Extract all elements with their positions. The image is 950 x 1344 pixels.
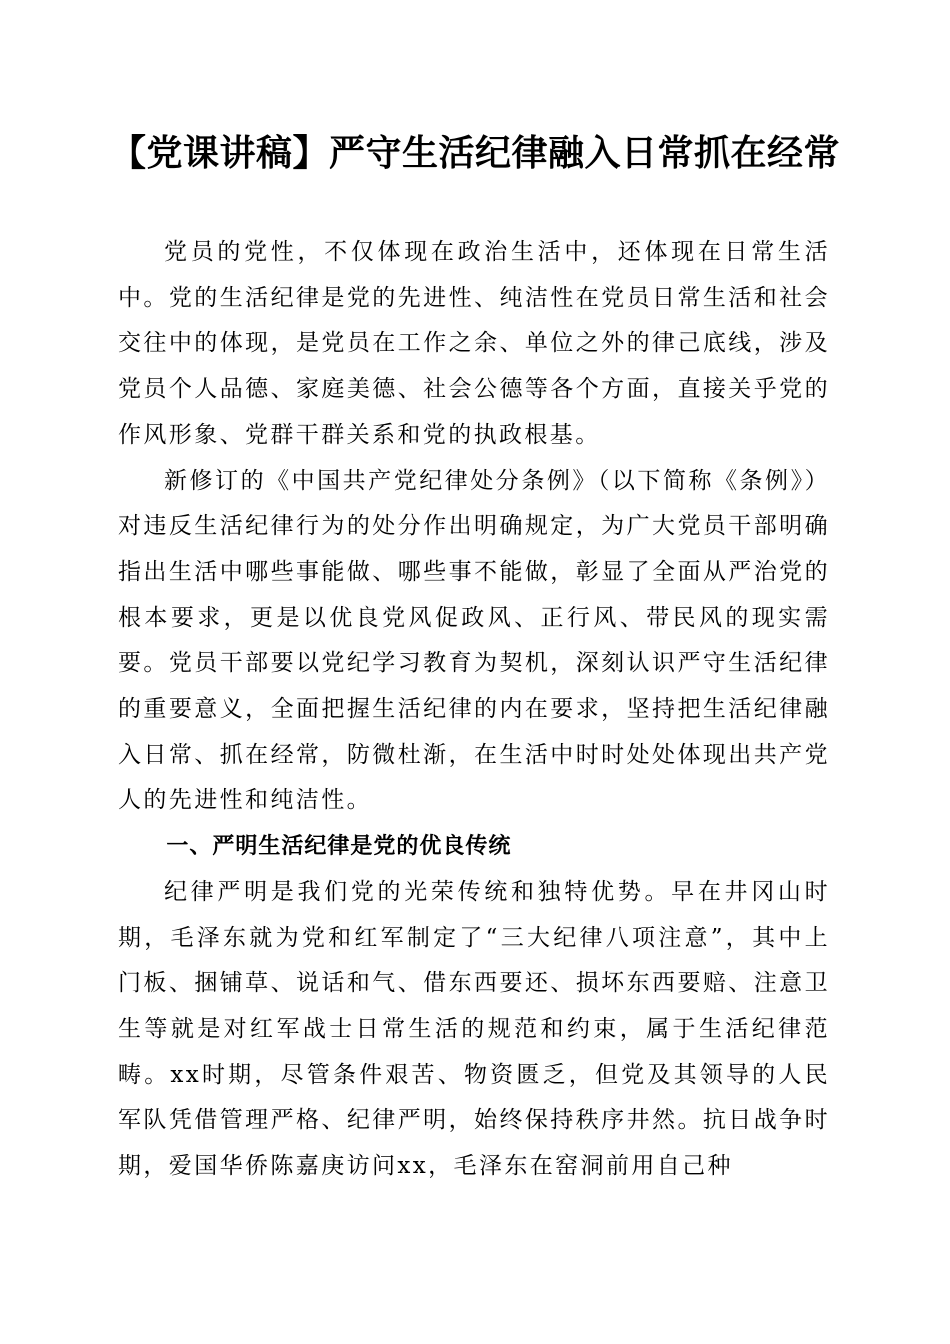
section-heading: 一、严明生活纪律是党的优良传统 [166, 834, 512, 860]
document-title: 【党课讲稿】严守生活纪律融入日常抓在经常 [109, 132, 840, 174]
paragraph-section-one: 纪律严明是我们党的光荣传统和独特优势。早在井冈山时期，毛泽东就为党和红军制定了“三大纪律八项注意”，其中上门板、捆铺草、说话和气、借东西要还、损坏东西要赔、注意卫生等就是对红军战士日常生活的规范和约束，属于生活纪律范畴。xx时期，尽管条件艰苦、物资匮乏，但党及其领导的人民军队凭借管理严格、纪律严明，始终保持秩序井然。抗日战争时期，爱国华侨陈嘉庚访问xx，毛泽东在窑洞前用自己种 [118, 878, 830, 1180]
paragraph-intro: 党员的党性，不仅体现在政治生活中，还体现在日常生活中。党的生活纪律是党的先进性、纯洁性在党员日常生活和社会交往中的体现，是党员在工作之余、单位之外的律己底线，涉及党员个人品德、家庭美德、社会公德等各个方面，直接关乎党的作风形象、党群干群关系和党的执政根基。 [118, 239, 830, 448]
document-body [118, 230, 830, 1190]
paragraph-regulation: 新修订的《中国共产党纪律处分条例》（以下简称《条例》）对违反生活纪律行为的处分作出明确规定，为广大党员干部明确指出生活中哪些事能做、哪些事不能做，彰显了全面从严治党的根本要求，更是以优良党风促政风、正行风、带民风的现实需要。党员干部要以党纪学习教育为契机，深刻认识严守生活纪律的重要意义，全面把握生活纪律的内在要求，坚持把生活纪律融入日常、抓在经常，防微杜渐，在生活中时时处处体现出共产党人的先进性和纯洁性。 [118, 467, 830, 814]
